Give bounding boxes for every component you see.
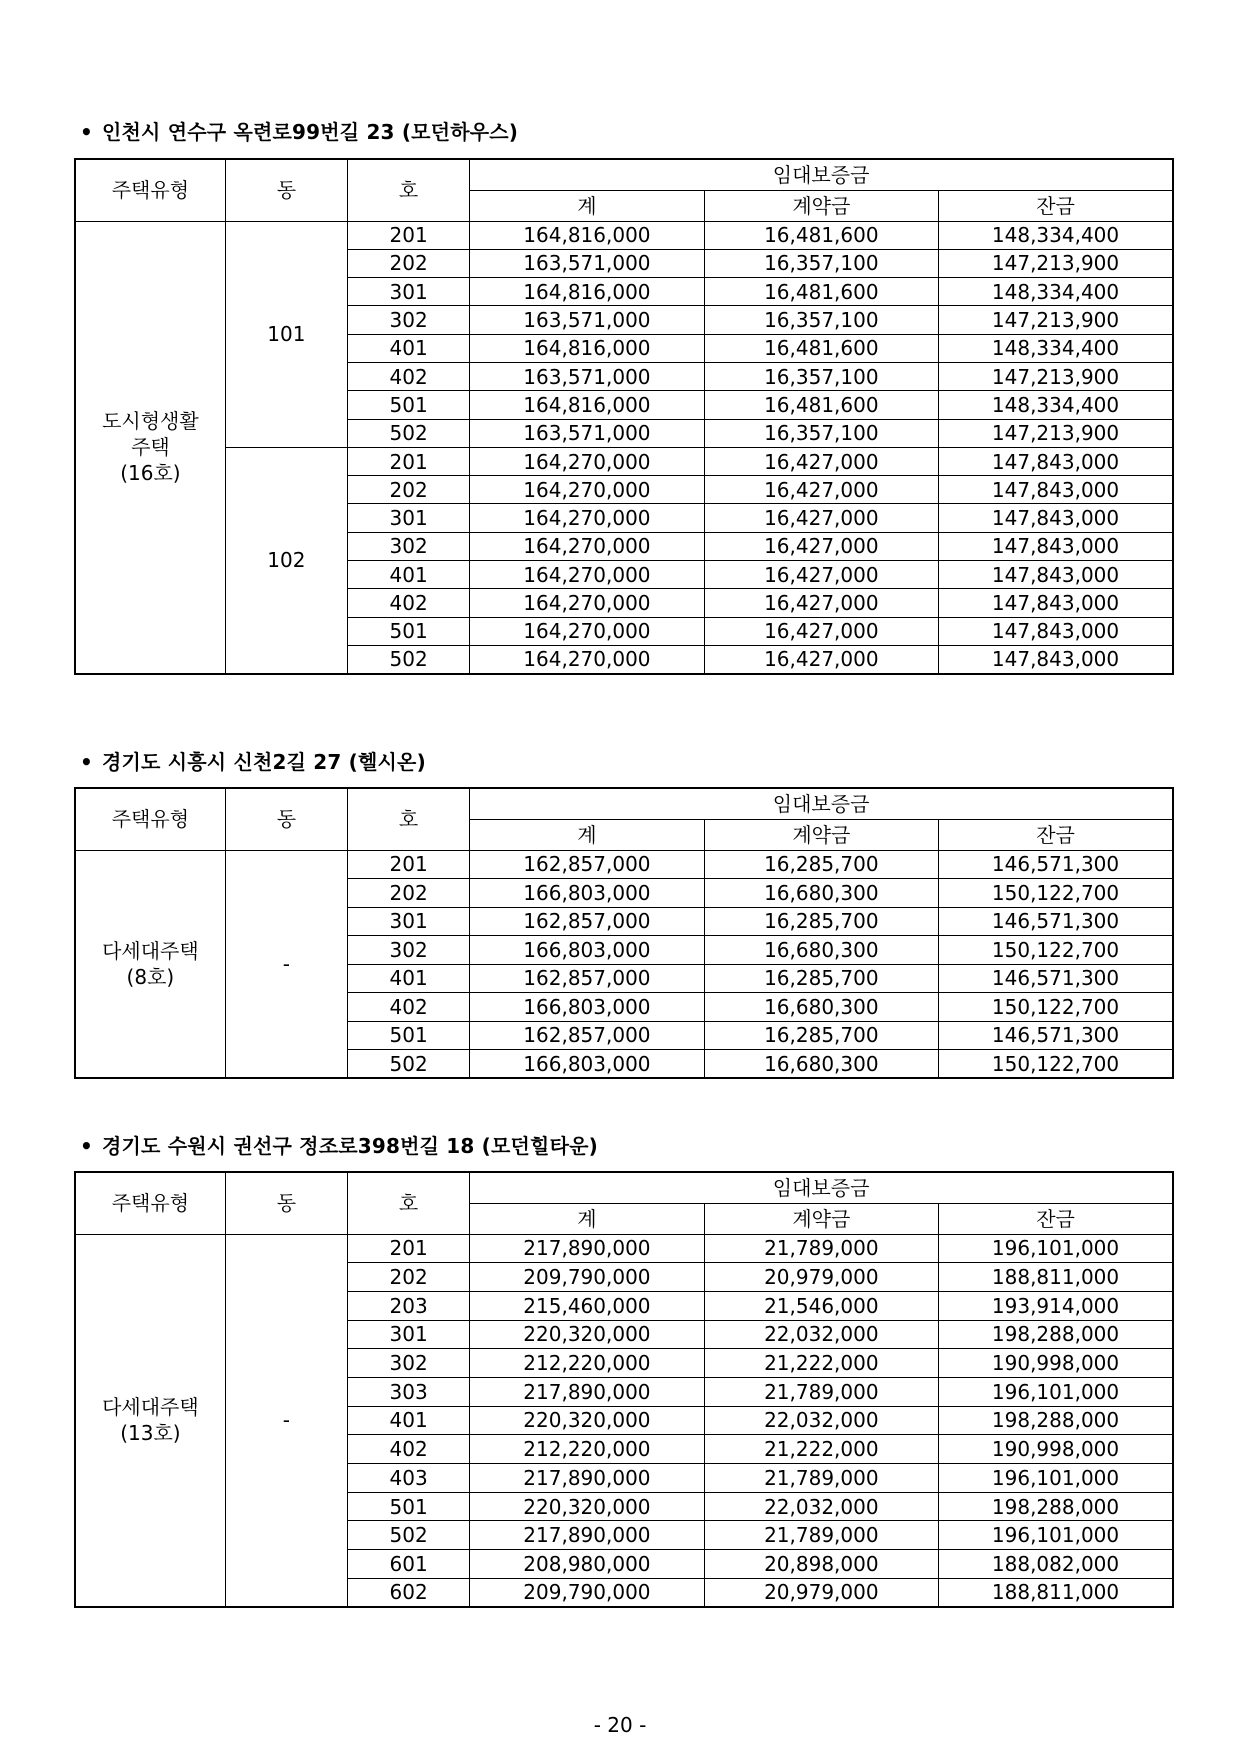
header-type: 주택유형: [75, 159, 225, 221]
balance-cell: 147,843,000: [939, 645, 1173, 673]
contract-deposit-cell: 16,481,600: [704, 278, 938, 306]
unit-number-cell: 402: [347, 1435, 469, 1464]
balance-cell: 146,571,300: [939, 1021, 1173, 1050]
total-deposit-cell: 164,816,000: [470, 278, 704, 306]
header-deposit: 임대보증금: [470, 1172, 1173, 1203]
total-deposit-cell: 164,270,000: [470, 561, 704, 589]
contract-deposit-cell: 20,898,000: [704, 1550, 938, 1579]
contract-deposit-cell: 21,222,000: [704, 1349, 938, 1378]
unit-number-cell: 202: [347, 249, 469, 277]
header-type: 주택유형: [75, 1172, 225, 1234]
header-total: 계: [470, 190, 704, 221]
housing-type-line: 도시형생활: [102, 409, 199, 434]
page-number: - 20 -: [593, 1713, 647, 1737]
unit-number-cell: 201: [347, 850, 469, 879]
header-ho: 호: [347, 1172, 469, 1234]
contract-deposit-cell: 16,680,300: [704, 1050, 938, 1079]
total-deposit-cell: 162,857,000: [470, 1021, 704, 1050]
balance-cell: 148,334,400: [939, 334, 1173, 362]
unit-number-cell: 202: [347, 1263, 469, 1292]
balance-cell: 150,122,700: [939, 879, 1173, 908]
unit-number-cell: 402: [347, 589, 469, 617]
total-deposit-cell: 209,790,000: [470, 1263, 704, 1292]
unit-number-cell: 502: [347, 1050, 469, 1079]
total-deposit-cell: 217,890,000: [470, 1234, 704, 1263]
contract-deposit-cell: 20,979,000: [704, 1578, 938, 1607]
balance-cell: 147,213,900: [939, 419, 1173, 447]
unit-number-cell: 502: [347, 1521, 469, 1550]
contract-deposit-cell: 16,285,700: [704, 964, 938, 993]
total-deposit-cell: 220,320,000: [470, 1406, 704, 1435]
header-deposit: 임대보증금: [470, 788, 1173, 819]
unit-number-cell: 203: [347, 1291, 469, 1320]
contract-deposit-cell: 16,285,700: [704, 1021, 938, 1050]
contract-deposit-cell: 22,032,000: [704, 1492, 938, 1521]
unit-number-cell: 201: [347, 221, 469, 249]
unit-number-cell: 201: [347, 1234, 469, 1263]
contract-deposit-cell: 16,357,100: [704, 362, 938, 390]
balance-cell: 190,998,000: [939, 1435, 1173, 1464]
contract-deposit-cell: 22,032,000: [704, 1406, 938, 1435]
unit-number-cell: 502: [347, 645, 469, 673]
total-deposit-cell: 209,790,000: [470, 1578, 704, 1607]
contract-deposit-cell: 22,032,000: [704, 1320, 938, 1349]
unit-number-cell: 201: [347, 447, 469, 475]
total-deposit-cell: 164,816,000: [470, 221, 704, 249]
balance-cell: 147,843,000: [939, 589, 1173, 617]
unit-number-cell: 402: [347, 362, 469, 390]
total-deposit-cell: 217,890,000: [470, 1464, 704, 1493]
total-deposit-cell: 166,803,000: [470, 936, 704, 965]
table-row: [75, 447, 1173, 475]
header-row: [75, 1172, 1173, 1203]
contract-deposit-cell: 16,285,700: [704, 850, 938, 879]
bullet-icon: •: [80, 120, 93, 144]
contract-deposit-cell: 16,427,000: [704, 589, 938, 617]
table-row: [75, 1234, 1173, 1263]
balance-cell: 196,101,000: [939, 1464, 1173, 1493]
unit-number-cell: 401: [347, 1406, 469, 1435]
total-deposit-cell: 212,220,000: [470, 1435, 704, 1464]
rent-deposit-table-1: [74, 158, 1174, 675]
total-deposit-cell: 164,816,000: [470, 391, 704, 419]
total-deposit-cell: 164,816,000: [470, 334, 704, 362]
unit-number-cell: 202: [347, 476, 469, 504]
contract-deposit-cell: 16,427,000: [704, 504, 938, 532]
header-deposit: 임대보증금: [470, 159, 1173, 190]
balance-cell: 188,082,000: [939, 1550, 1173, 1579]
balance-cell: 150,122,700: [939, 1050, 1173, 1079]
unit-number-cell: 501: [347, 617, 469, 645]
total-deposit-cell: 208,980,000: [470, 1550, 704, 1579]
contract-deposit-cell: 21,222,000: [704, 1435, 938, 1464]
total-deposit-cell: 164,270,000: [470, 589, 704, 617]
contract-deposit-cell: 16,427,000: [704, 447, 938, 475]
header-dong: 동: [225, 1172, 347, 1234]
balance-cell: 146,571,300: [939, 964, 1173, 993]
balance-cell: 198,288,000: [939, 1320, 1173, 1349]
header-ho: 호: [347, 159, 469, 221]
header-dong: 동: [225, 788, 347, 850]
section-heading-3: [80, 1130, 598, 1159]
unit-number-cell: 401: [347, 964, 469, 993]
unit-number-cell: 401: [347, 334, 469, 362]
contract-deposit-cell: 16,680,300: [704, 879, 938, 908]
dong-cell: -: [225, 1234, 347, 1607]
unit-number-cell: 301: [347, 504, 469, 532]
total-deposit-cell: 163,571,000: [470, 419, 704, 447]
contract-deposit-cell: 16,427,000: [704, 476, 938, 504]
contract-deposit-cell: 16,481,600: [704, 221, 938, 249]
total-deposit-cell: 166,803,000: [470, 1050, 704, 1079]
dong-cell: -: [225, 850, 347, 1078]
housing-type-cell: [75, 1234, 225, 1607]
housing-type-line: 다세대주택: [102, 1395, 199, 1420]
balance-cell: 147,213,900: [939, 306, 1173, 334]
header-type: 주택유형: [75, 788, 225, 850]
contract-deposit-cell: 21,546,000: [704, 1291, 938, 1320]
dong-cell: 101: [225, 221, 347, 447]
housing-type-cell: [75, 221, 225, 674]
total-deposit-cell: 166,803,000: [470, 993, 704, 1022]
balance-cell: 196,101,000: [939, 1234, 1173, 1263]
housing-type-line: 다세대주택: [102, 938, 199, 963]
total-deposit-cell: 164,270,000: [470, 504, 704, 532]
unit-number-cell: 602: [347, 1578, 469, 1607]
unit-number-cell: 302: [347, 1349, 469, 1378]
balance-cell: 147,213,900: [939, 249, 1173, 277]
contract-deposit-cell: 16,427,000: [704, 561, 938, 589]
section-heading-1: [80, 116, 518, 145]
balance-cell: 188,811,000: [939, 1263, 1173, 1292]
contract-deposit-cell: 16,357,100: [704, 249, 938, 277]
total-deposit-cell: 164,270,000: [470, 532, 704, 560]
total-deposit-cell: 217,890,000: [470, 1377, 704, 1406]
total-deposit-cell: 166,803,000: [470, 879, 704, 908]
balance-cell: 198,288,000: [939, 1492, 1173, 1521]
balance-cell: 147,843,000: [939, 476, 1173, 504]
balance-cell: 146,571,300: [939, 907, 1173, 936]
balance-cell: 190,998,000: [939, 1349, 1173, 1378]
contract-deposit-cell: 16,427,000: [704, 532, 938, 560]
bullet-icon: •: [80, 1134, 93, 1158]
header-balance: 잔금: [939, 1203, 1173, 1234]
unit-number-cell: 403: [347, 1464, 469, 1493]
contract-deposit-cell: 16,680,300: [704, 936, 938, 965]
unit-number-cell: 501: [347, 1021, 469, 1050]
contract-deposit-cell: 21,789,000: [704, 1464, 938, 1493]
unit-number-cell: 303: [347, 1377, 469, 1406]
balance-cell: 147,843,000: [939, 447, 1173, 475]
section-title: 경기도 시흥시 신천2길 27 (헬시온): [102, 750, 426, 774]
total-deposit-cell: 220,320,000: [470, 1492, 704, 1521]
balance-cell: 147,843,000: [939, 617, 1173, 645]
header-contract: 계약금: [704, 1203, 938, 1234]
contract-deposit-cell: 16,427,000: [704, 645, 938, 673]
contract-deposit-cell: 21,789,000: [704, 1521, 938, 1550]
contract-deposit-cell: 16,427,000: [704, 617, 938, 645]
contract-deposit-cell: 16,680,300: [704, 993, 938, 1022]
header-balance: 잔금: [939, 819, 1173, 850]
housing-type-line: (8호): [126, 964, 175, 989]
total-deposit-cell: 212,220,000: [470, 1349, 704, 1378]
contract-deposit-cell: 16,357,100: [704, 306, 938, 334]
unit-number-cell: 502: [347, 419, 469, 447]
header-ho: 호: [347, 788, 469, 850]
balance-cell: 148,334,400: [939, 221, 1173, 249]
unit-number-cell: 302: [347, 532, 469, 560]
total-deposit-cell: 164,270,000: [470, 617, 704, 645]
table-row: [75, 221, 1173, 249]
unit-number-cell: 501: [347, 391, 469, 419]
header-total: 계: [470, 1203, 704, 1234]
balance-cell: 198,288,000: [939, 1406, 1173, 1435]
contract-deposit-cell: 21,789,000: [704, 1377, 938, 1406]
total-deposit-cell: 163,571,000: [470, 306, 704, 334]
contract-deposit-cell: 16,481,600: [704, 391, 938, 419]
housing-type-cell: [75, 850, 225, 1078]
unit-number-cell: 301: [347, 1320, 469, 1349]
balance-cell: 150,122,700: [939, 993, 1173, 1022]
balance-cell: 146,571,300: [939, 850, 1173, 879]
unit-number-cell: 302: [347, 306, 469, 334]
header-contract: 계약금: [704, 190, 938, 221]
balance-cell: 147,843,000: [939, 504, 1173, 532]
contract-deposit-cell: 21,789,000: [704, 1234, 938, 1263]
contract-deposit-cell: 16,481,600: [704, 334, 938, 362]
unit-number-cell: 301: [347, 907, 469, 936]
dong-cell: 102: [225, 447, 347, 673]
total-deposit-cell: 162,857,000: [470, 850, 704, 879]
total-deposit-cell: 162,857,000: [470, 964, 704, 993]
total-deposit-cell: 162,857,000: [470, 907, 704, 936]
rent-deposit-table-2: [74, 787, 1174, 1079]
unit-number-cell: 301: [347, 278, 469, 306]
section-title: 경기도 수원시 권선구 정조로398번길 18 (모던힐타운): [102, 1134, 598, 1158]
contract-deposit-cell: 20,979,000: [704, 1263, 938, 1292]
balance-cell: 147,843,000: [939, 561, 1173, 589]
header-row: [75, 788, 1173, 819]
total-deposit-cell: 220,320,000: [470, 1320, 704, 1349]
balance-cell: 193,914,000: [939, 1291, 1173, 1320]
unit-number-cell: 202: [347, 879, 469, 908]
housing-type-line: (16호): [120, 461, 181, 486]
rent-deposit-table-3: [74, 1171, 1174, 1608]
unit-number-cell: 402: [347, 993, 469, 1022]
balance-cell: 188,811,000: [939, 1578, 1173, 1607]
header-contract: 계약금: [704, 819, 938, 850]
total-deposit-cell: 164,270,000: [470, 447, 704, 475]
section-title: 인천시 연수구 옥련로99번길 23 (모던하우스): [102, 120, 519, 144]
balance-cell: 148,334,400: [939, 278, 1173, 306]
housing-type-line: 주택: [131, 435, 170, 460]
balance-cell: 147,843,000: [939, 532, 1173, 560]
balance-cell: 148,334,400: [939, 391, 1173, 419]
balance-cell: 147,213,900: [939, 362, 1173, 390]
balance-cell: 150,122,700: [939, 936, 1173, 965]
header-row: [75, 159, 1173, 190]
total-deposit-cell: 217,890,000: [470, 1521, 704, 1550]
header-balance: 잔금: [939, 190, 1173, 221]
total-deposit-cell: 215,460,000: [470, 1291, 704, 1320]
unit-number-cell: 601: [347, 1550, 469, 1579]
total-deposit-cell: 164,270,000: [470, 645, 704, 673]
unit-number-cell: 401: [347, 561, 469, 589]
header-dong: 동: [225, 159, 347, 221]
total-deposit-cell: 163,571,000: [470, 249, 704, 277]
unit-number-cell: 302: [347, 936, 469, 965]
contract-deposit-cell: 16,285,700: [704, 907, 938, 936]
total-deposit-cell: 163,571,000: [470, 362, 704, 390]
balance-cell: 196,101,000: [939, 1521, 1173, 1550]
table-row: [75, 850, 1173, 879]
housing-type-line: (13호): [120, 1421, 181, 1446]
bullet-icon: •: [80, 750, 93, 774]
total-deposit-cell: 164,270,000: [470, 476, 704, 504]
contract-deposit-cell: 16,357,100: [704, 419, 938, 447]
unit-number-cell: 501: [347, 1492, 469, 1521]
section-heading-2: [80, 746, 426, 775]
balance-cell: 196,101,000: [939, 1377, 1173, 1406]
header-total: 계: [470, 819, 704, 850]
